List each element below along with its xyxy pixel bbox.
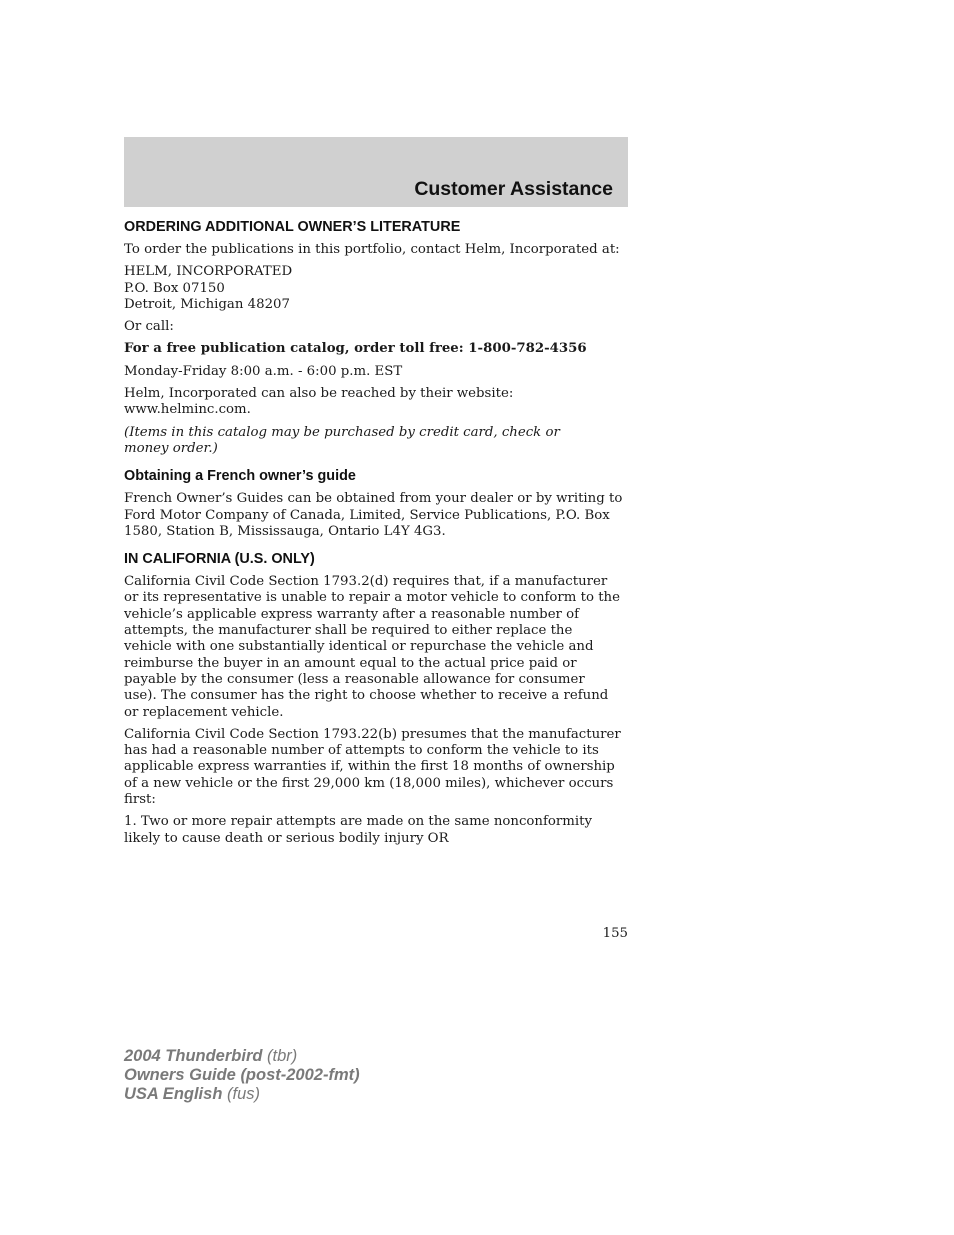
text-line: Ford Motor Company of Canada, Limited, Service Publications, P.O. Box — [124, 507, 610, 523]
text-line: has had a reasonable number of attempts to conform the vehicle to its — [124, 743, 599, 759]
text-line: or its representative is unable to repair a motor vehicle to conform to the — [124, 590, 620, 606]
toll-free-number: For a free publication catalog, order toll free: 1-800-782-4356 — [124, 341, 587, 357]
text-line: reimburse the buyer in an amount equal to the actual price paid or — [124, 655, 577, 671]
heading-french-guide: Obtaining a French owner’s guide — [124, 468, 356, 485]
text-line: vehicle with one substantially identical or repurchase the vehicle and — [124, 639, 594, 655]
text-line: payable by the consumer (less a reasonable allowance for consumer — [124, 671, 585, 687]
california-para-3 — [124, 814, 630, 847]
page-number: 155 — [602, 926, 628, 941]
document-footer — [124, 1047, 360, 1104]
text-line: 1580, Station B, Mississauga, Ontario L4Y 4G3. — [124, 523, 446, 539]
page-content — [124, 219, 630, 853]
california-para-2 — [124, 727, 630, 808]
address-line: Detroit, Michigan 48207 — [124, 296, 290, 312]
text-line: likely to cause death or serious bodily injury OR — [124, 830, 449, 846]
footer-line-2 — [124, 1066, 360, 1085]
text-line: applicable express warranties if, within the first 18 months of ownership — [124, 759, 615, 775]
footer-model: 2004 Thunderbird — [124, 1047, 263, 1065]
footer-line-1 — [124, 1047, 360, 1066]
footer-line-3 — [124, 1085, 360, 1104]
text-line: California Civil Code Section 1793.22(b) presumes that the manufacturer — [124, 726, 621, 742]
text-line: or replacement vehicle. — [124, 704, 284, 720]
section-header-band — [124, 137, 628, 207]
section-title: Customer Assistance — [414, 178, 613, 200]
address-line: P.O. Box 07150 — [124, 280, 225, 296]
text-line: vehicle’s applicable express warranty after a reasonable number of — [124, 606, 580, 622]
french-guide-text — [124, 491, 630, 540]
note-line: (Items in this catalog may be purchased by credit card, check or — [124, 424, 560, 440]
note-line: money order.) — [124, 440, 218, 456]
california-para-1 — [124, 574, 630, 721]
ordering-intro: To order the publications in this portfolio, contact Helm, Incorporated at: — [124, 242, 620, 257]
text-line: first: — [124, 792, 156, 808]
text-line: 1. Two or more repair attempts are made on the same nonconformity — [124, 814, 593, 830]
text-line: California Civil Code Section 1793.2(d) requires that, if a manufacturer — [124, 574, 608, 590]
footer-language-code: (fus) — [222, 1085, 260, 1103]
address-line: HELM, INCORPORATED — [124, 264, 293, 280]
or-call: Or call: — [124, 319, 174, 335]
text-line: attempts, the manufacturer shall be required to either replace the — [124, 623, 573, 639]
text-line: of a new vehicle or the first 29,000 km (18,000 miles), whichever occurs — [124, 775, 614, 791]
footer-language: USA English — [124, 1085, 223, 1103]
text-line: use). The consumer has the right to choose whether to receive a refund — [124, 688, 609, 704]
heading-california: IN CALIFORNIA (U.S. ONLY) — [124, 551, 315, 568]
footer-model-code: (tbr) — [262, 1047, 298, 1065]
website-url: www.helminc.com. — [124, 402, 251, 418]
footer-guide-type: Owners Guide (post-2002-fmt) — [124, 1066, 360, 1084]
heading-ordering-literature: ORDERING ADDITIONAL OWNER’S LITERATURE — [124, 219, 461, 235]
office-hours: Monday-Friday 8:00 a.m. - 6:00 p.m. EST — [124, 363, 403, 379]
website-text: Helm, Incorporated can also be reached by their website: — [124, 386, 514, 402]
text-line: French Owner’s Guides can be obtained from your dealer or by writing to — [124, 491, 623, 507]
website-info — [124, 386, 630, 419]
helm-address — [124, 264, 630, 313]
payment-note — [124, 425, 630, 458]
